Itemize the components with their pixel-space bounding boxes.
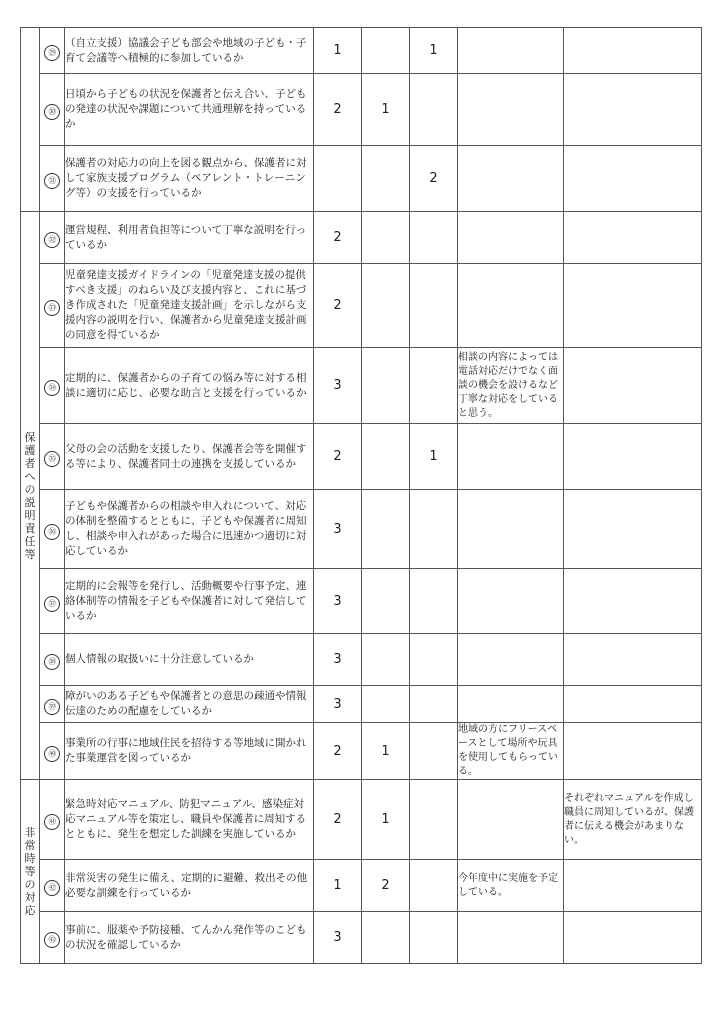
table-row (21, 264, 702, 348)
count-no (410, 686, 458, 723)
count-neutral (362, 348, 410, 424)
count-no (410, 348, 458, 424)
count-yes: 3 (314, 490, 362, 569)
table-row (21, 490, 702, 569)
improvement-cell (564, 74, 702, 146)
item-number: ㊷ (40, 860, 65, 912)
item-question: 障がいのある子どもや保護者との意思の疎通や情報伝達のための配慮をしているか (65, 686, 314, 723)
count-no: 1 (410, 424, 458, 490)
table-row (21, 212, 702, 264)
count-neutral (362, 264, 410, 348)
comment-cell (458, 264, 564, 348)
improvement-cell (564, 28, 702, 74)
item-number: ㊵ (40, 723, 65, 780)
comment-cell (458, 146, 564, 212)
item-question: 緊急時対応マニュアル、防犯マニュアル、感染症対応マニュアル等を策定し、職員や保護者に周知するとともに、発生を想定した訓練を実施しているか (65, 780, 314, 860)
item-question: 保護者の対応力の向上を図る観点から、保護者に対して家族支援プログラム（ペアレント・トレーニング等）の支援を行っているか (65, 146, 314, 212)
count-yes: 2 (314, 74, 362, 146)
count-neutral (362, 212, 410, 264)
item-question: （自立支援）協議会子ども部会や地域の子ども・子育て会議等へ積極的に参加しているか (65, 28, 314, 74)
evaluation-table (20, 27, 702, 964)
category-emergency-response: 非常時等の対応 (21, 780, 40, 964)
item-question: 個人情報の取扱いに十分注意しているか (65, 634, 314, 686)
count-neutral (362, 490, 410, 569)
table-row (21, 686, 702, 723)
item-question: 定期的に、保護者からの子育ての悩み等に対する相談に適切に応じ、必要な助言と支援を行っているか (65, 348, 314, 424)
count-neutral: 1 (362, 74, 410, 146)
item-number: ㉙ (40, 28, 65, 74)
item-number: ㉟ (40, 424, 65, 490)
item-question: 日頃から子どもの状況を保護者と伝え合い、子どもの発達の状況や課題について共通理解を持っているか (65, 74, 314, 146)
improvement-cell (564, 424, 702, 490)
table-row (21, 912, 702, 964)
count-neutral (362, 146, 410, 212)
item-number: ㉝ (40, 264, 65, 348)
item-number: ㊴ (40, 686, 65, 723)
improvement-cell (564, 912, 702, 964)
comment-cell (458, 569, 564, 634)
table-row (21, 146, 702, 212)
item-number: ㊸ (40, 912, 65, 964)
improvement-cell (564, 723, 702, 780)
comment-cell (458, 780, 564, 860)
count-yes: 2 (314, 212, 362, 264)
count-neutral (362, 569, 410, 634)
item-number: ㊳ (40, 634, 65, 686)
item-number: ㉛ (40, 146, 65, 212)
category-cell-previous (21, 28, 40, 212)
comment-cell (458, 686, 564, 723)
count-yes (314, 146, 362, 212)
table-row (21, 780, 702, 860)
count-yes: 3 (314, 348, 362, 424)
count-no (410, 723, 458, 780)
count-no (410, 912, 458, 964)
count-yes: 1 (314, 860, 362, 912)
comment-cell: 今年度中に実施を予定している。 (458, 860, 564, 912)
improvement-cell (564, 146, 702, 212)
comment-cell: 地域の方にフリースペースとして場所や玩具を使用してもらっている。 (458, 723, 564, 780)
category-guardian-accountability: 保護者への説明責任等 (21, 212, 40, 780)
improvement-cell (564, 860, 702, 912)
count-neutral: 1 (362, 780, 410, 860)
improvement-cell (564, 264, 702, 348)
table-row (21, 348, 702, 424)
count-no (410, 569, 458, 634)
count-neutral (362, 424, 410, 490)
item-number: ㉞ (40, 348, 65, 424)
count-no (410, 490, 458, 569)
count-no (410, 264, 458, 348)
count-neutral (362, 28, 410, 74)
item-question: 非常災害の発生に備え、定期的に避難、救出その他必要な訓練を行っているか (65, 860, 314, 912)
table-row (21, 860, 702, 912)
comment-cell (458, 74, 564, 146)
item-question: 事業所の行事に地域住民を招待する等地域に開かれた事業運営を図っているか (65, 723, 314, 780)
count-yes: 3 (314, 912, 362, 964)
comment-cell (458, 424, 564, 490)
improvement-cell (564, 490, 702, 569)
count-no (410, 212, 458, 264)
improvement-cell (564, 212, 702, 264)
item-question: 定期的に会報等を発行し、活動概要や行事予定、連絡体制等の情報を子どもや保護者に対して発信しているか (65, 569, 314, 634)
count-neutral (362, 686, 410, 723)
item-question: 児童発達支援ガイドラインの「児童発達支援の提供すべき支援」のねらい及び支援内容と、これに基づき作成された「児童発達支援計画」を示しながら支援内容の説明を行い、保護者から児童発達支援計画の同意を得ているか (65, 264, 314, 348)
count-yes: 2 (314, 723, 362, 780)
comment-cell (458, 912, 564, 964)
table-row (21, 723, 702, 780)
count-neutral (362, 912, 410, 964)
count-no (410, 860, 458, 912)
item-question: 運営規程、利用者負担等について丁寧な説明を行っているか (65, 212, 314, 264)
item-number: ㊱ (40, 490, 65, 569)
table-row (21, 634, 702, 686)
count-no (410, 780, 458, 860)
count-no: 1 (410, 28, 458, 74)
improvement-cell (564, 634, 702, 686)
improvement-cell: それぞれマニュアルを作成し職員に周知しているが、保護者に伝える機会があまりない。 (564, 780, 702, 860)
count-yes: 3 (314, 569, 362, 634)
improvement-cell (564, 569, 702, 634)
comment-cell (458, 212, 564, 264)
table-row (21, 28, 702, 74)
table-row (21, 424, 702, 490)
count-no: 2 (410, 146, 458, 212)
item-question: 子どもや保護者からの相談や申入れについて、対応の体制を整備するとともに、子どもや保護者に周知し、相談や申入れがあった場合に迅速かつ適切に対応しているか (65, 490, 314, 569)
comment-cell (458, 490, 564, 569)
count-neutral: 2 (362, 860, 410, 912)
count-yes: 2 (314, 780, 362, 860)
improvement-cell (564, 686, 702, 723)
item-number: ㉜ (40, 212, 65, 264)
count-neutral: 1 (362, 723, 410, 780)
item-number: ㉚ (40, 74, 65, 146)
count-yes: 1 (314, 28, 362, 74)
count-no (410, 634, 458, 686)
count-yes: 2 (314, 264, 362, 348)
comment-cell (458, 634, 564, 686)
count-neutral (362, 634, 410, 686)
comment-cell (458, 28, 564, 74)
table-row (21, 74, 702, 146)
item-number: ㊲ (40, 569, 65, 634)
item-question: 父母の会の活動を支援したり、保護者会等を開催する等により、保護者同士の連携を支援しているか (65, 424, 314, 490)
item-number: ㊶ (40, 780, 65, 860)
comment-cell: 相談の内容によっては電話対応だけでなく面談の機会を設けるなど丁寧な対応をしていると思う。 (458, 348, 564, 424)
count-no (410, 74, 458, 146)
item-question: 事前に、服薬や予防接種、てんかん発作等のこどもの状況を確認しているか (65, 912, 314, 964)
count-yes: 3 (314, 686, 362, 723)
table-row (21, 569, 702, 634)
count-yes: 3 (314, 634, 362, 686)
count-yes: 2 (314, 424, 362, 490)
improvement-cell (564, 348, 702, 424)
